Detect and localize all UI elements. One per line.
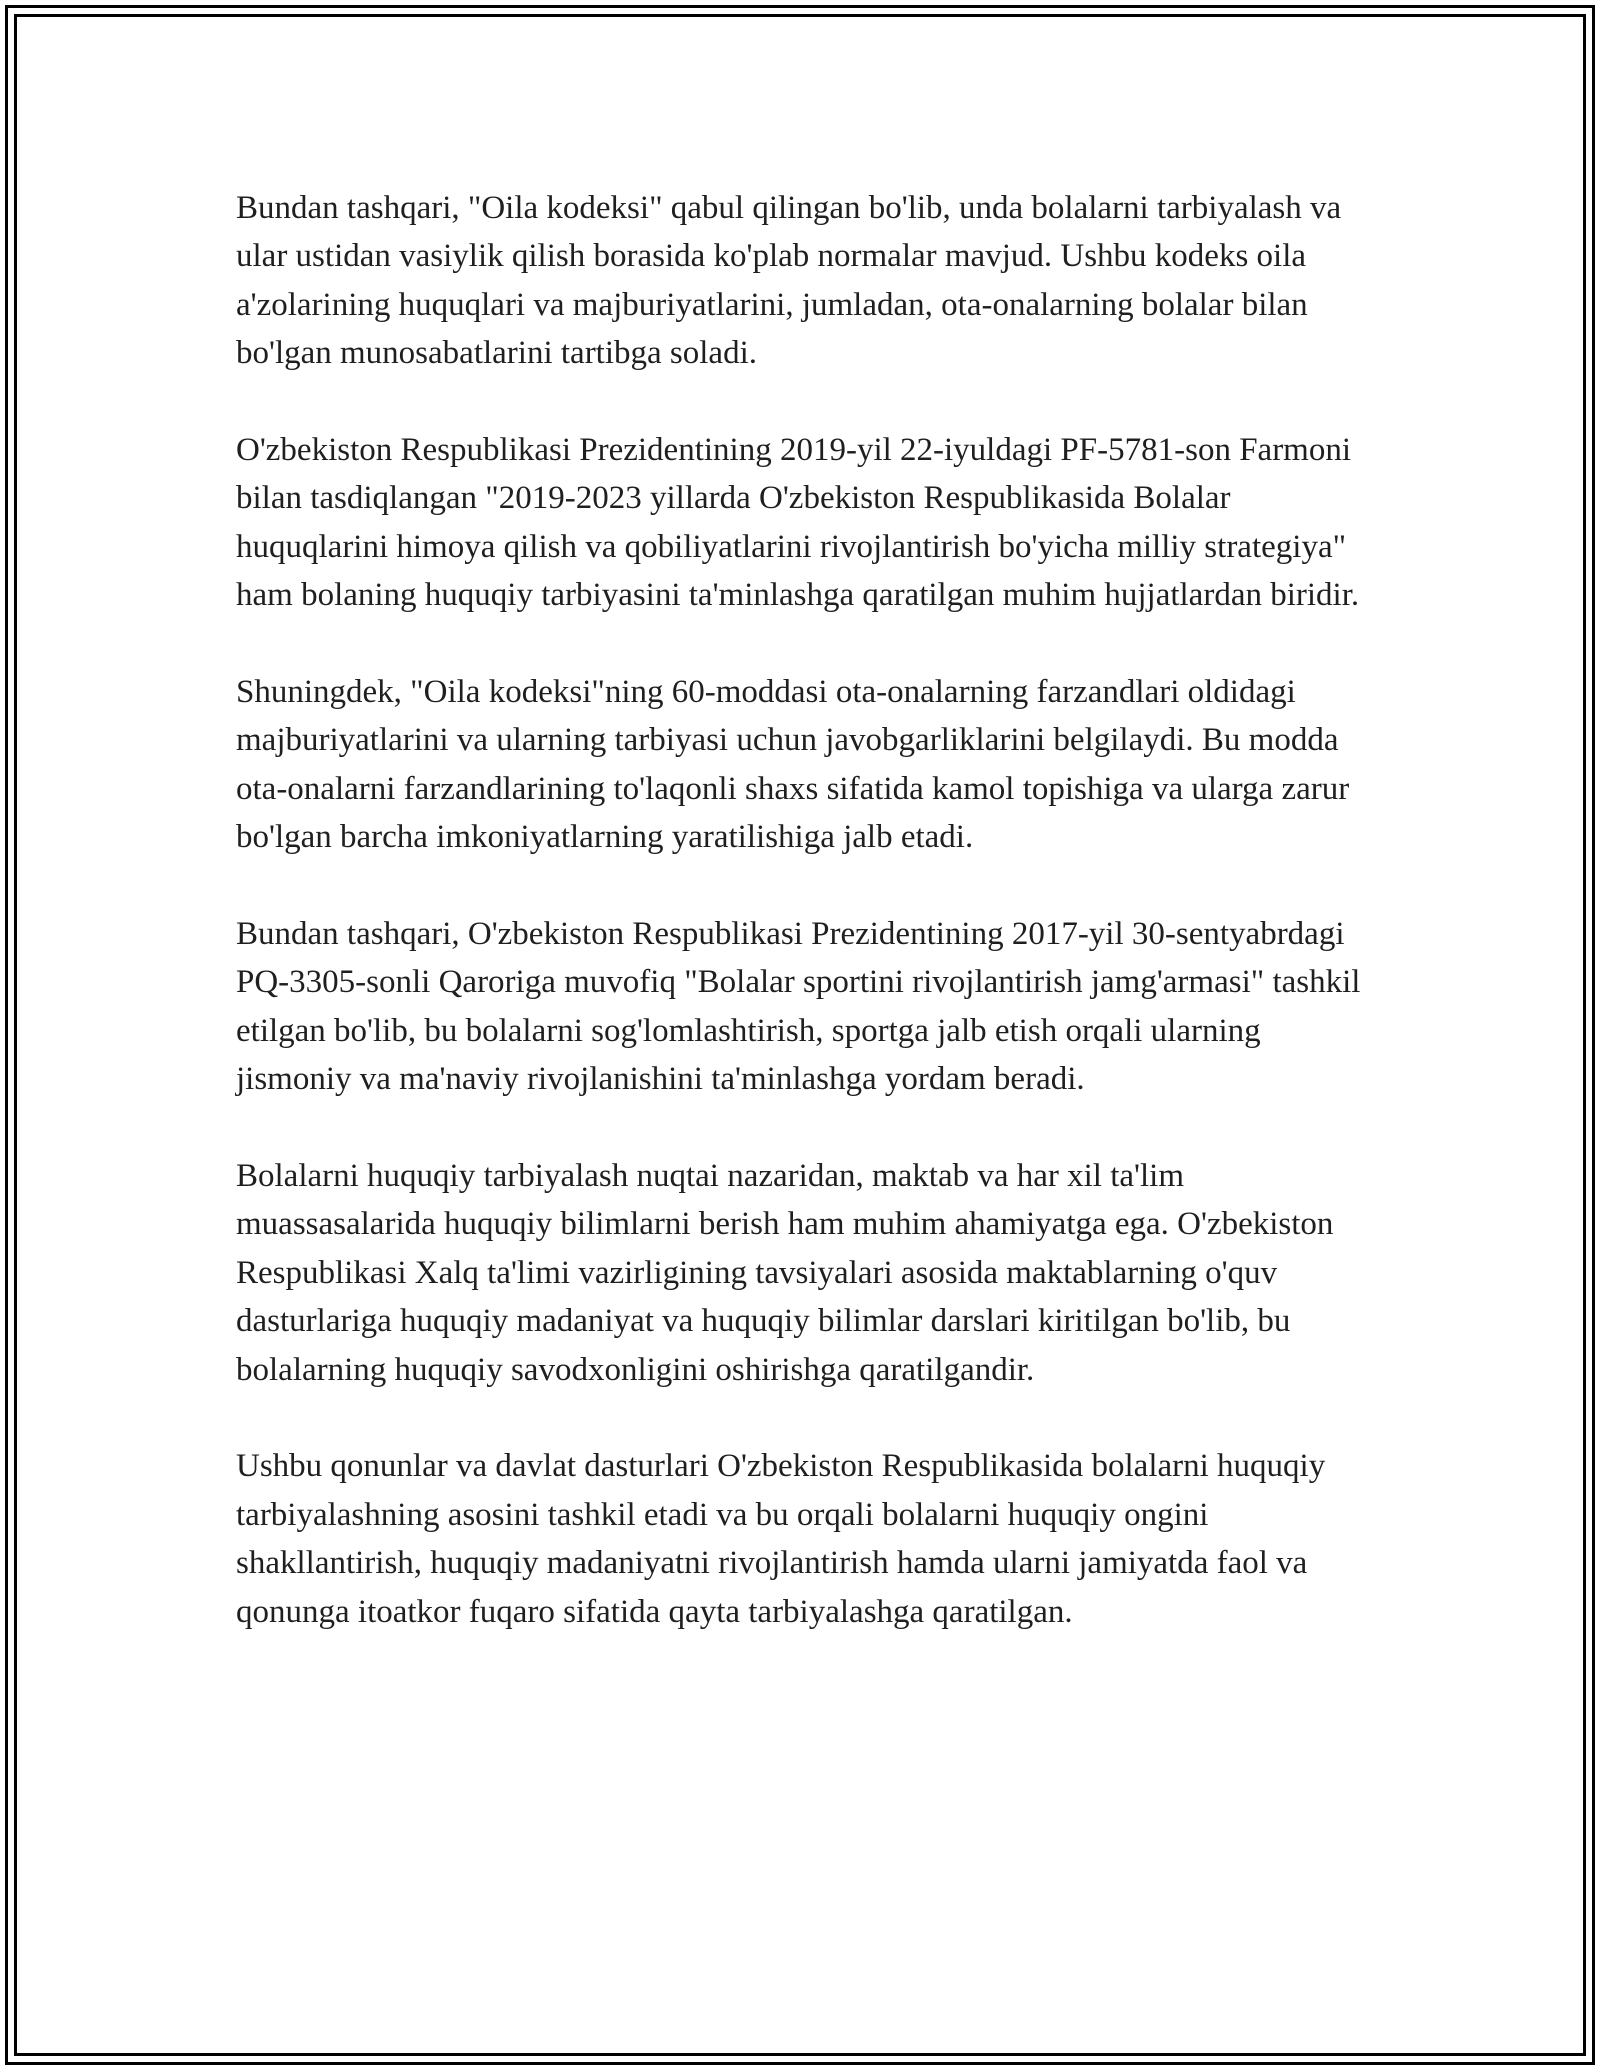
paragraph-school-education: Bolalarni huquqiy tarbiyalash nuqtai nazaridan, maktab va har xil ta'lim muassasalarida huquqiy bilimlarni berish ham muhim ahamiyatga ega. O'zbekiston Respublikasi Xalq ta'limi vazirligining tavsiyalari asosida maktablarning o'quv dasturlariga huquqiy madaniyat va huquqiy bilimlar darslari kiritilgan bo'lib, bu bolalarning huquqiy savodxonligini oshirishga qaratilgandir. (236, 1158, 1334, 1388)
document-body (236, 184, 1376, 1636)
paragraph-conclusion: Ushbu qonunlar va davlat dasturlari O'zbekiston Respublikasida bolalarni huquqiy tarbiyalashning asosini tashkil etadi va bu orqali bolalarni huquqiy ongini shakllantirish, huquqiy madaniyatni rivojlantirish hamda ularni jamiyatda faol va qonunga itoatkor fuqaro sifatida qayta tarbiyalashga qaratilgan. (236, 1448, 1326, 1630)
paragraph-article-60: Shuningdek, "Oila kodeksi"ning 60-moddasi ota-onalarning farzandlari oldidagi majburiyatlarini va ularning tarbiyasi uchun javobgarliklarini belgilaydi. Bu modda ota-onalarni farzandlarining to'laqonli shaxs sifatida kamol topishiga va ularga zarur bo'lgan barcha imkoniyatlarning yaratilishiga jalb etadi. (236, 674, 1350, 856)
paragraph-national-strategy: O'zbekiston Respublikasi Prezidentining 2019-yil 22-iyuldagi PF-5781-son Farmoni bilan tasdiqlangan "2019-2023 yillarda O'zbekiston Respublikasida Bolalar huquqlarini himoya qilish va qobiliyatlarini rivojlantirish bo'yicha milliy strategiya" ham bolaning huquqiy tarbiyasini ta'minlashga qaratilgan muhim hujjatlardan biridir. (236, 432, 1360, 614)
paragraph-sports-fund: Bundan tashqari, O'zbekiston Respublikasi Prezidentining 2017-yil 30-sentyabrdagi PQ-3305-sonli Qaroriga muvofiq "Bolalar sportini rivojlantirish jamg'armasi" tashkil etilgan bo'lib, bu bolalarni sog'lomlashtirish, sportga jalb etish orqali ularning jismoniy va ma'naviy rivojlanishini ta'minlashga yordam beradi. (236, 916, 1361, 1098)
paragraph-family-code: Bundan tashqari, "Oila kodeksi" qabul qilingan bo'lib, unda bolalarni tarbiyalash va ular ustidan vasiylik qilish borasida ko'plab normalar mavjud. Ushbu kodeks oila a'zolarining huquqlari va majburiyatlarini, jumladan, ota-onalarning bolalar bilan bo'lgan munosabatlarini tartibga soladi. (236, 190, 1342, 372)
